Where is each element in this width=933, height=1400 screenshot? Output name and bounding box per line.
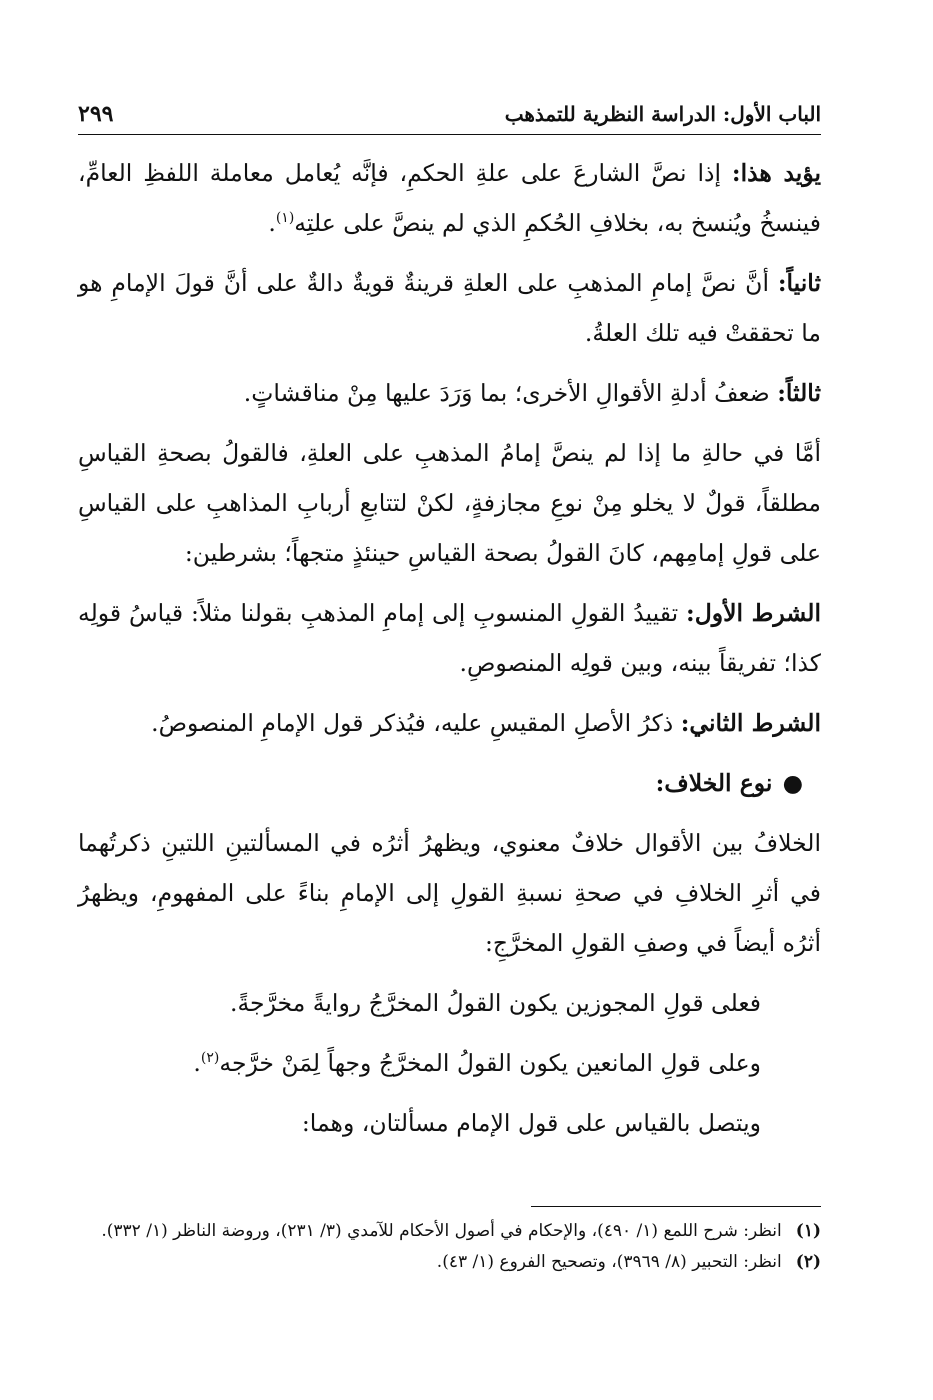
paragraph-text: ذكرُ الأصلِ المقيسِ عليه، فيُذكر قول الإمامِ المنصوصُ. (151, 709, 681, 737)
indented-line (78, 1038, 821, 1088)
footnote-separator (531, 1206, 821, 1207)
bullet-icon: ● (782, 769, 803, 797)
paragraph (78, 588, 821, 688)
running-title: الباب الأول: الدراسة النظرية للتمذهب (504, 102, 821, 126)
footnote-ref: (٢) (200, 1050, 220, 1067)
paragraph-tail: . (268, 209, 276, 237)
paragraph-lead: يؤيد هذا: (731, 159, 821, 187)
indented-line (78, 1098, 821, 1148)
paragraph-lead: ثالثاً: (777, 379, 821, 407)
main-text (78, 148, 821, 1158)
footnote-text: انظر: التحبير (٨/ ٣٩٦٩)، وتصحيح الفروع (١/ ٤٣). (436, 1252, 782, 1272)
paragraph-lead: الشرط الأول: (686, 599, 821, 627)
paragraph-text: الخلافُ بين الأقوال خلافٌ معنوي، ويظهرُ أثرُه في المسألتينِ اللتينِ ذكرتُهما في أثرِ الخلافِ في صحةِ نسبةِ القولِ إلى الإمامِ بناءً على المفهومِ، ويظهرُ أثرُه أيضاً في وصفِ القولِ المخرَّجِ: (78, 829, 821, 957)
paragraph-text: إذا نصَّ الشارعَ على علةِ الحكمِ، فإنَّه يُعامل معاملة اللفظِ العامِّ، فينسخُ ويُنسخ به، بخلافِ الحُكمِ الذي لم ينصَّ على علتِه (78, 159, 821, 237)
paragraph (78, 698, 821, 748)
page-number: ٢٩٩ (78, 101, 114, 127)
footnote-ref: (١) (275, 210, 295, 227)
paragraph-lead: ثانياً: (777, 269, 821, 297)
paragraph (78, 818, 821, 968)
footnote-text: انظر: شرح اللمع (١/ ٤٩٠)، والإحكام في أصول الأحكام للآمدي (٣/ ٢٣١)، وروضة الناظر (١/ ٣٣٢). (101, 1221, 782, 1241)
indented-line (78, 978, 821, 1028)
paragraph (78, 368, 821, 418)
page-header (78, 94, 821, 135)
paragraph-lead: الشرط الثاني: (680, 709, 821, 737)
footnote-number: (٢) (795, 1252, 821, 1272)
paragraph-text: أنَّ نصَّ إمامِ المذهبِ على العلةِ قرينةٌ قويةٌ دالةٌ على أنَّ قولَ الإمامِ هو ما تحققتْ فيه تلك العلةُ. (78, 269, 821, 347)
paragraph (78, 258, 821, 358)
footnote (78, 1249, 821, 1276)
footnotes (78, 1218, 821, 1280)
footnote (78, 1218, 821, 1245)
paragraph-text: تقييدُ القولِ المنسوبِ إلى إمامِ المذهبِ بقولنا مثلاً: قياسُ قولِه كذا؛ تفريقاً بينه، وبين قولِه المنصوصِ. (78, 599, 821, 677)
section-heading (78, 758, 821, 808)
indented-text: ويتصل بالقياس على قول الإمام مسألتان، وهما: (301, 1109, 761, 1137)
paragraph-text: ضعفُ أدلةِ الأقوالِ الأخرى؛ بما وَرَدَ عليها مِنْ مناقشاتٍ. (243, 379, 778, 407)
footnote-number: (١) (795, 1221, 821, 1241)
indented-text: فعلى قولِ المجوزين يكون القولُ المخرَّجُ روايةً مخرَّجةً. (229, 989, 761, 1017)
indented-text: وعلى قولِ المانعين يكون القولُ المخرَّجُ وجهاً لِمَنْ خرَّجه (219, 1049, 761, 1077)
paragraph-text: أمَّا في حالةِ ما إذا لم ينصَّ إمامُ المذهبِ على العلةِ، فالقولُ بصحةِ القياسِ مطلقاً، قولٌ لا يخلو مِنْ نوعِ مجازفةٍ، لكنْ لتتابعِ أربابِ المذاهبِ على القياسِ على قولِ إمامِهم، كانَ القولُ بصحة القياسِ حينئذٍ متجهاً؛ بشرطين: (78, 439, 821, 567)
section-title: نوع الخلاف: (655, 769, 773, 797)
indented-tail: . (193, 1049, 201, 1077)
paragraph (78, 428, 821, 578)
paragraph (78, 148, 821, 248)
